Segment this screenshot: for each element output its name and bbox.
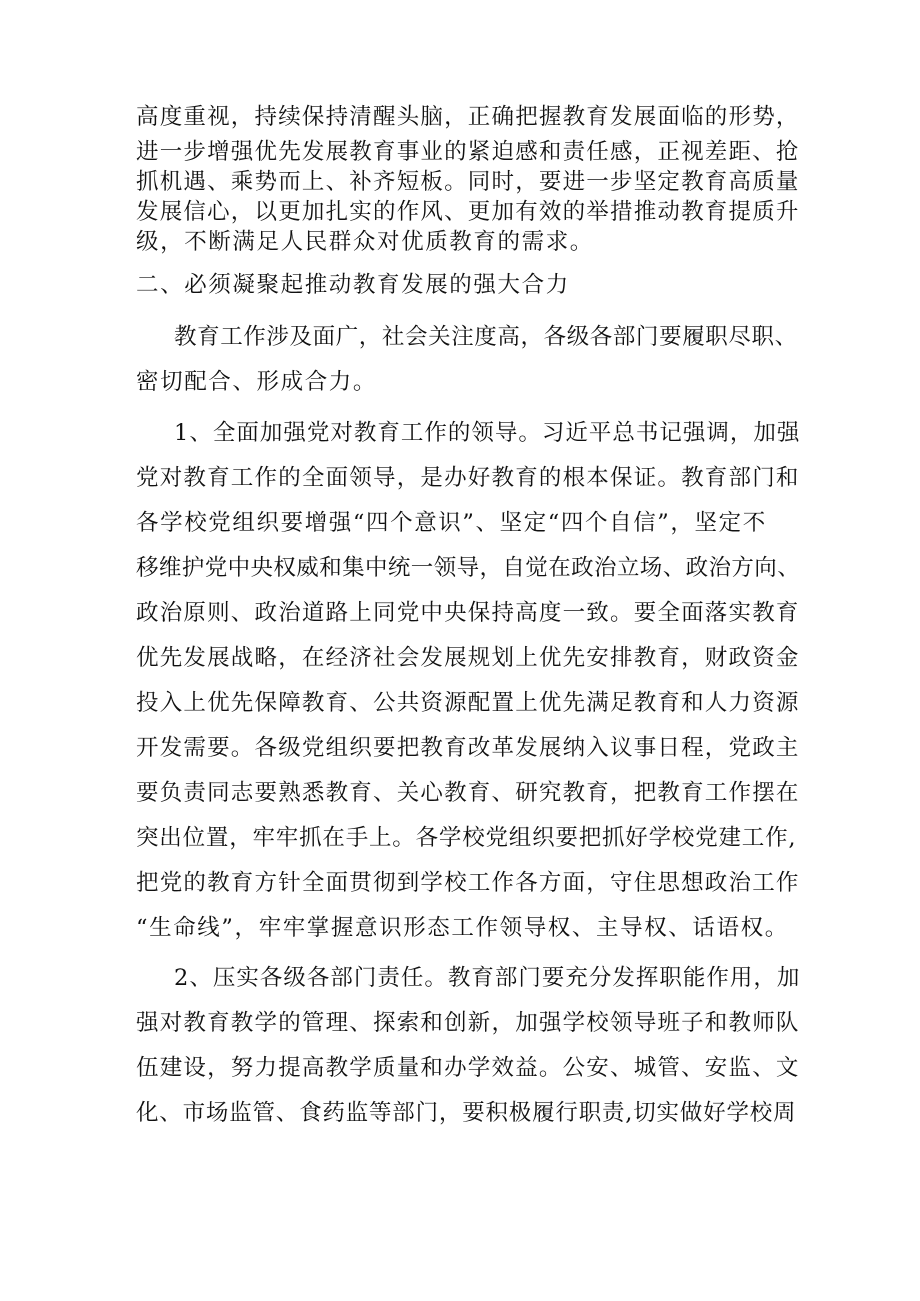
section-intro-line-1: 教育工作涉及面广，社会关注度高，各级各部门要履职尽职、 <box>174 324 798 350</box>
item-1-line-1: 1、全面加强党对教育工作的领导。习近平总书记强调，加强 <box>174 420 801 446</box>
intro-line-5: 级，不断满足人民群众对优质教育的需求。 <box>136 229 594 255</box>
item-2-line-3: 伍建设，努力提高教学质量和办学效益。公安、城管、安监、文 <box>136 1055 800 1081</box>
item-2-line-1: 2、压实各级各部门责任。教育部门要充分发挥职能作用，加 <box>174 965 801 991</box>
item-1-line-10: 突出位置，牢牢抓在手上。各学校党组织要把抓好学校党建工作, <box>136 825 797 851</box>
item-1-line-7: 投入上优先保障教育、公共资源配置上优先满足教育和人力资源 <box>136 690 800 716</box>
section-intro-line-2: 密切配合、形成合力。 <box>136 369 378 395</box>
item-2-line-4: 化、市场监管、食药监等部门，要积极履行职责,切实做好学校周 <box>136 1100 797 1126</box>
item-1-line-9: 要负责同志要熟悉教育、关心教育、研究教育，把教育工作摆在 <box>136 780 800 806</box>
item-2-line-2: 强对教育教学的管理、探索和创新，加强学校领导班子和教师队 <box>136 1010 800 1036</box>
item-1-line-4: 移维护党中央权威和集中统一领导，自觉在政治立场、政治方向、 <box>136 555 801 581</box>
item-1-line-12: “生命线”，牢牢掌握意识形态工作领导权、主导权、话语权。 <box>136 915 789 941</box>
intro-line-4: 发展信心，以更加扎实的作风、更加有效的举措推动教育提质升 <box>136 199 800 225</box>
intro-line-1: 高度重视，持续保持清醒头脑，正确把握教育发展面临的形势， <box>136 104 800 130</box>
item-1-line-8: 开发需要。各级党组织要把教育改革发展纳入议事日程，党政主 <box>136 735 800 761</box>
item-1-line-2: 党对教育工作的全面领导，是办好教育的根本保证。教育部门和 <box>136 465 800 491</box>
section-heading: 二、必须凝聚起推动教育发展的强大合力 <box>136 272 570 298</box>
item-1-line-3: 各学校党组织要增强“四个意识”、坚定“四个自信”，坚定不 <box>136 510 767 536</box>
item-1-line-5: 政治原则、政治道路上同党中央保持高度一致。要全面落实教育 <box>136 600 800 626</box>
intro-line-3: 抓机遇、乘势而上、补齐短板。同时，要进一步坚定教育高质量 <box>136 169 800 195</box>
item-1-line-6: 优先发展战略，在经济社会发展规划上优先安排教育，财政资金 <box>136 645 800 671</box>
intro-line-2: 进一步增强优先发展教育事业的紧迫感和责任感，正视差距、抢 <box>136 139 800 165</box>
item-1-line-11: 把党的教育方针全面贯彻到学校工作各方面，守住思想政治工作 <box>136 870 800 896</box>
